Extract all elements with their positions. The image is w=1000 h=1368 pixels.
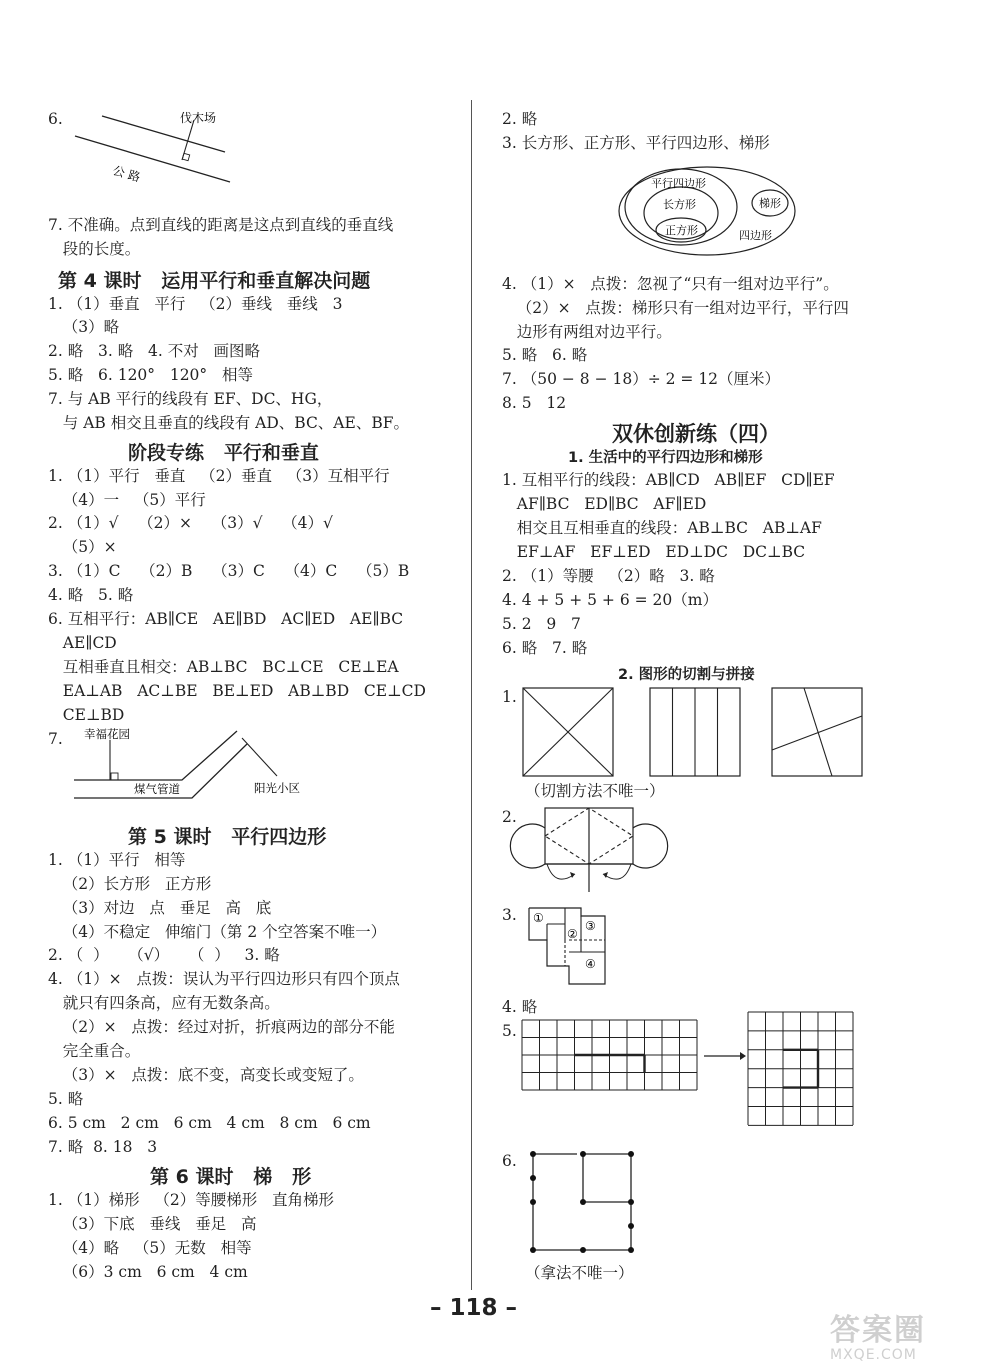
text-line: AF∥BC ED∥BC AF∥ED [502, 495, 707, 513]
text-line: （3）下底 垂线 垂足 高 [48, 1215, 257, 1233]
item-6-number: 6. [48, 110, 63, 128]
piece-4-label: ④ [585, 957, 596, 971]
heading-lesson-6: 第 6 课时 梯 形 [150, 1166, 312, 1188]
text-line: 4. （1）× 点拨：误认为平行四边形只有四个顶点 [48, 970, 400, 988]
label-sunshine-community: 阳光小区 [254, 781, 300, 795]
text-line: 完全重合。 [48, 1042, 141, 1060]
text-line: （4）不稳定 伸缩门（第 2 个空答案不唯一） [48, 923, 387, 941]
text-line: （2）长方形 正方形 [48, 875, 212, 893]
item-7-number: 7. [48, 730, 63, 748]
text-line: 1. （1）平行 相等 [48, 851, 186, 869]
text-line: （2）× 点拨：梯形只有一组对边平行，平行四 [502, 299, 849, 317]
text-line: 3. 长方形、正方形、平行四边形、梯形 [502, 134, 770, 152]
text-line: 5. 略 [48, 1090, 84, 1108]
figure-logging-road [70, 108, 240, 188]
text-line: CE⊥BD [48, 706, 125, 724]
text-line: （3）略 [48, 318, 120, 336]
text-line: 1. [502, 688, 517, 706]
text-line: 1. （1）垂直 平行 （2）垂线 垂线 3 [48, 295, 343, 313]
text-line: EF⊥AF EF⊥ED ED⊥DC DC⊥BC [502, 543, 806, 561]
piece-1-label: ① [533, 911, 544, 925]
piece-3-label: ③ [585, 919, 596, 933]
text-line: 6. 互相平行：AB∥CE AE∥BD AC∥ED AE∥BC [48, 610, 404, 628]
text-line: 5. 略 6. 120° 120° 相等 [48, 366, 253, 384]
text-line: （3）对边 点 垂足 高 底 [48, 899, 272, 917]
text-line: 3. （1）C （2）B （3）C （4）C （5）B [48, 562, 410, 580]
text-line: 相交且互相垂直的线段：AB⊥BC AB⊥AF [502, 519, 822, 537]
figure-square-cuts [523, 688, 863, 780]
subheading-life-shapes: 1. 生活中的平行四边形和梯形 [568, 450, 763, 466]
text-line: 2. （1）等腰 （2）略 3. 略 [502, 567, 715, 585]
text-line: （4）略 （5）无数 相等 [48, 1239, 252, 1257]
text-line: 5. [502, 1022, 517, 1040]
text-line: 边形有两组对边平行。 [502, 323, 672, 341]
watermark [830, 1305, 926, 1363]
watermark-site-text: MXQE.COM [830, 1347, 917, 1363]
figure-fold-rearrange [525, 806, 665, 896]
text-line: 4. （1）× 点拨：忽视了“只有一组对边平行”。 [502, 275, 839, 293]
venn-label-square: 正方形 [665, 224, 698, 237]
text-line: （切割方法不唯一） [525, 782, 665, 800]
heading-lesson-4: 第 4 课时 运用平行和垂直解决问题 [58, 270, 371, 292]
text-line: 1. （1）梯形 （2）等腰梯形 直角梯形 [48, 1191, 335, 1209]
watermark-logo-text: 答案圈 [830, 1313, 926, 1348]
text-line: 3. [502, 906, 517, 924]
column-divider [471, 100, 472, 1290]
text-line: 4. 略 5. 略 [48, 586, 134, 604]
venn-label-rectangle: 长方形 [663, 198, 696, 211]
venn-label-trapezoid: 梯形 [759, 197, 781, 210]
text-line: 6. 略 7. 略 [502, 639, 588, 657]
text-line: 7. 不准确。点到直线的距离是这点到直线的垂直线 [48, 216, 394, 234]
venn-label-parallelogram: 平行四边形 [651, 177, 706, 190]
label-gas-pipe: 煤气管道 [134, 782, 180, 796]
figure-grid-rearrange [522, 1020, 870, 1138]
text-line: 6. [502, 1152, 517, 1170]
figure-gas-pipe [72, 726, 362, 811]
piece-2-label: ② [567, 927, 578, 941]
text-line: （4）一 （5）平行 [48, 491, 206, 509]
text-line: 2. （ ） （√） （ ） 3. 略 [48, 946, 280, 964]
text-line: 互相垂直且相交：AB⊥BC BC⊥CE CE⊥EA [48, 658, 399, 676]
text-line: AE∥CD [48, 634, 117, 652]
text-line: 与 AB 相交且垂直的线段有 AD、BC、AE、BF。 [48, 414, 409, 432]
venn-diagram [615, 163, 800, 263]
text-line: （6）3 cm 6 cm 4 cm [48, 1263, 248, 1281]
text-line: 8. 5 12 [502, 394, 567, 412]
text-line: 5. 2 9 7 [502, 615, 581, 633]
text-line: 7. 略 8. 18 3 [48, 1138, 158, 1156]
subheading-cut-and-join: 2. 图形的切割与拼接 [618, 667, 755, 683]
text-line: 2. 略 3. 略 4. 不对 画图略 [48, 342, 260, 360]
heading-lesson-5: 第 5 课时 平行四边形 [128, 826, 327, 848]
heading-stage-practice: 阶段专练 平行和垂直 [128, 442, 319, 464]
label-logging-yard: 伐木场 [180, 111, 217, 125]
text-line: 7. （50 − 8 − 18）÷ 2 = 12（厘米） [502, 370, 781, 388]
text-line: EA⊥AB AC⊥BE BE⊥ED AB⊥BD CE⊥CD [48, 682, 426, 700]
label-happy-garden: 幸福花园 [84, 727, 130, 741]
text-line: 1. 互相平行的线段：AB∥CD AB∥EF CD∥EF [502, 471, 835, 489]
text-line: 2. 略 [502, 110, 538, 128]
text-line: 2. （1）√ （2）× （3）√ （4）√ [48, 514, 333, 532]
text-line: 2. [502, 808, 517, 826]
text-line: 1. （1）平行 垂直 （2）垂直 （3）互相平行 [48, 467, 390, 485]
text-line: 6. 5 cm 2 cm 6 cm 4 cm 8 cm 6 cm [48, 1114, 371, 1132]
text-line: 4. 略 [502, 998, 538, 1016]
text-line: 5. 略 6. 略 [502, 346, 588, 364]
figure-pegboard [527, 1150, 639, 1260]
label-road: 公 路 [111, 163, 142, 185]
text-line: （3）× 点拨：底不变，高变长或变短了。 [48, 1066, 364, 1084]
text-line: 就只有四条高，应有无数条高。 [48, 994, 280, 1012]
text-line: 7. 与 AB 平行的线段有 EF、DC、HG， [48, 390, 333, 408]
text-line: （拿法不唯一） [525, 1264, 634, 1282]
text-line: 段的长度。 [48, 240, 141, 258]
venn-label-quadrilateral: 四边形 [739, 229, 772, 242]
text-line: （2）× 点拨：经过对折，折痕两边的部分不能 [48, 1018, 395, 1036]
text-line: （5）× [48, 538, 117, 556]
page-number: – 118 – [430, 1295, 518, 1321]
figure-l-shapes [527, 906, 617, 988]
text-line: 4. 4 + 5 + 5 + 6 = 20（m） [502, 591, 718, 609]
heading-weekend-practice: 双休创新练（四） [612, 422, 780, 446]
